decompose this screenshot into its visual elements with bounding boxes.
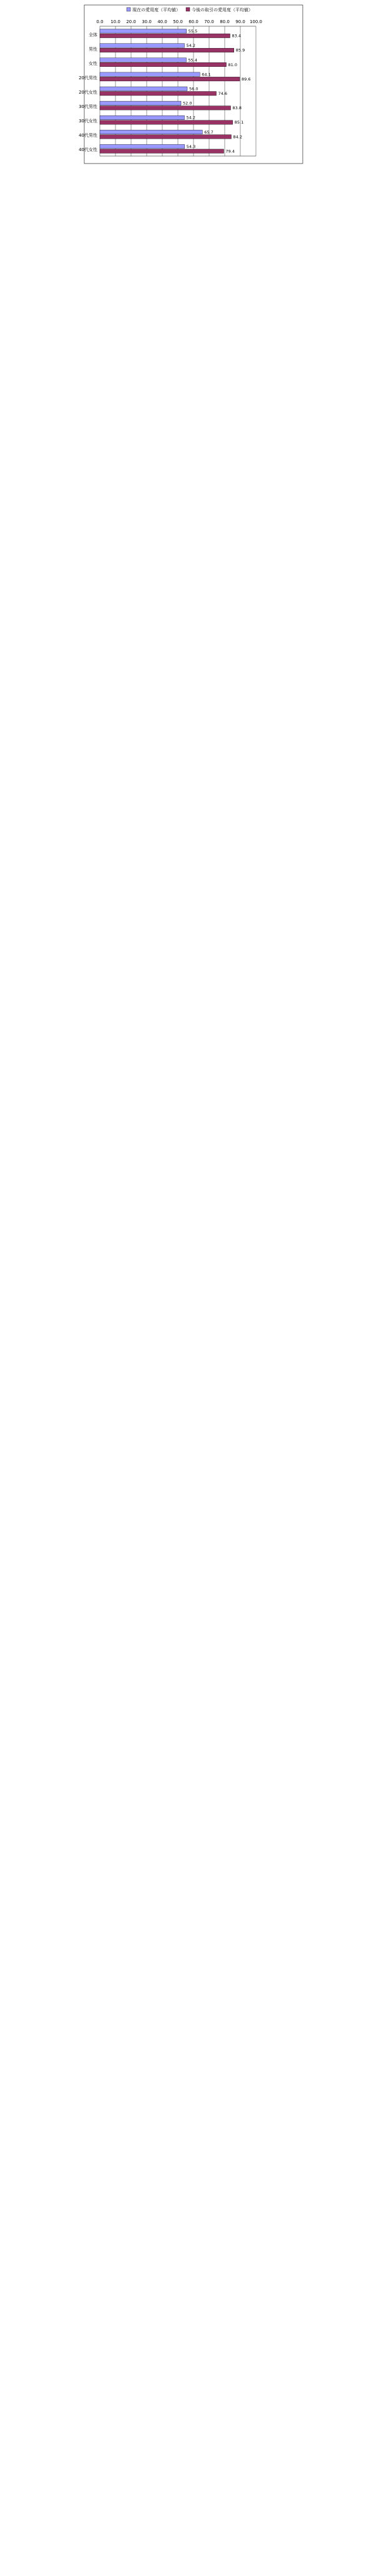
- category-label: 20代女性: [79, 90, 97, 95]
- value-label-current: 65.7: [204, 129, 213, 135]
- value-label-future: 83.8: [232, 105, 242, 111]
- category-labels: [79, 32, 97, 152]
- legend-swatch-future: [186, 7, 190, 11]
- value-label-future: 84.2: [233, 134, 242, 140]
- value-label-current: 52.0: [183, 100, 192, 106]
- x-tick-label: 10.0: [110, 19, 120, 24]
- value-label-current: 54.3: [186, 144, 196, 149]
- value-label-current: 55.5: [188, 29, 198, 34]
- bar-future: [100, 120, 233, 125]
- bar-current: [100, 87, 187, 91]
- bar-current: [100, 72, 200, 77]
- category-label: 40代男性: [79, 133, 97, 138]
- value-label-current: 55.4: [188, 57, 197, 63]
- x-tick-label: 20.0: [126, 19, 136, 24]
- x-tick-label: 50.0: [173, 19, 183, 24]
- category-label: 30代男性: [79, 104, 97, 109]
- value-label-future: 85.9: [235, 47, 245, 53]
- category-label: 40代女性: [79, 147, 97, 152]
- bar-current: [100, 115, 185, 120]
- bar-future: [100, 92, 217, 96]
- legend-label-current: 現在の愛用度（平均値）: [132, 7, 180, 12]
- value-label-current: 54.2: [186, 43, 195, 49]
- value-label-future: 74.6: [218, 91, 227, 96]
- legend-swatch-current: [127, 7, 130, 11]
- value-label-future: 81.0: [228, 62, 237, 67]
- category-label: 全体: [89, 32, 97, 37]
- value-label-current: 54.2: [186, 115, 195, 120]
- x-tick-label: 40.0: [157, 19, 167, 24]
- x-tick-label: 100.0: [249, 19, 263, 24]
- category-label: 30代女性: [79, 119, 97, 124]
- x-axis-ticks: [96, 19, 262, 24]
- bar-future: [100, 34, 230, 38]
- value-label-current: 56.0: [189, 86, 198, 92]
- category-label: 女性: [89, 61, 97, 66]
- value-label-future: 79.4: [225, 149, 235, 154]
- category-label: 男性: [89, 47, 97, 52]
- value-label-future: 85.1: [234, 120, 244, 125]
- value-label-future: 83.4: [232, 33, 241, 39]
- x-tick-label: 60.0: [189, 19, 198, 24]
- value-label-current: 64.1: [202, 72, 211, 77]
- x-tick-label: 80.0: [220, 19, 230, 24]
- bar-future: [100, 135, 232, 139]
- bar-current: [100, 29, 187, 34]
- bar-future: [100, 77, 240, 81]
- x-tick-label: 90.0: [235, 19, 245, 24]
- bar-current: [100, 58, 187, 62]
- x-tick-label: 70.0: [204, 19, 214, 24]
- bar-future: [100, 62, 227, 67]
- x-tick-label: 30.0: [142, 19, 152, 24]
- legend: [127, 7, 253, 12]
- bar-future: [100, 106, 231, 110]
- bar-current: [100, 144, 185, 149]
- legend-label-future: 今後の取引の愛用度（平均値）: [192, 7, 253, 12]
- x-tick-label: 0.0: [96, 19, 104, 24]
- bar-current: [100, 130, 202, 134]
- value-label-future: 89.6: [242, 76, 251, 82]
- category-label: 20代男性: [79, 76, 97, 81]
- bar-current: [100, 44, 185, 48]
- bar-future: [100, 48, 234, 52]
- average-score-bar-chart: [0, 0, 387, 169]
- bar-future: [100, 149, 224, 154]
- bar-current: [100, 101, 181, 105]
